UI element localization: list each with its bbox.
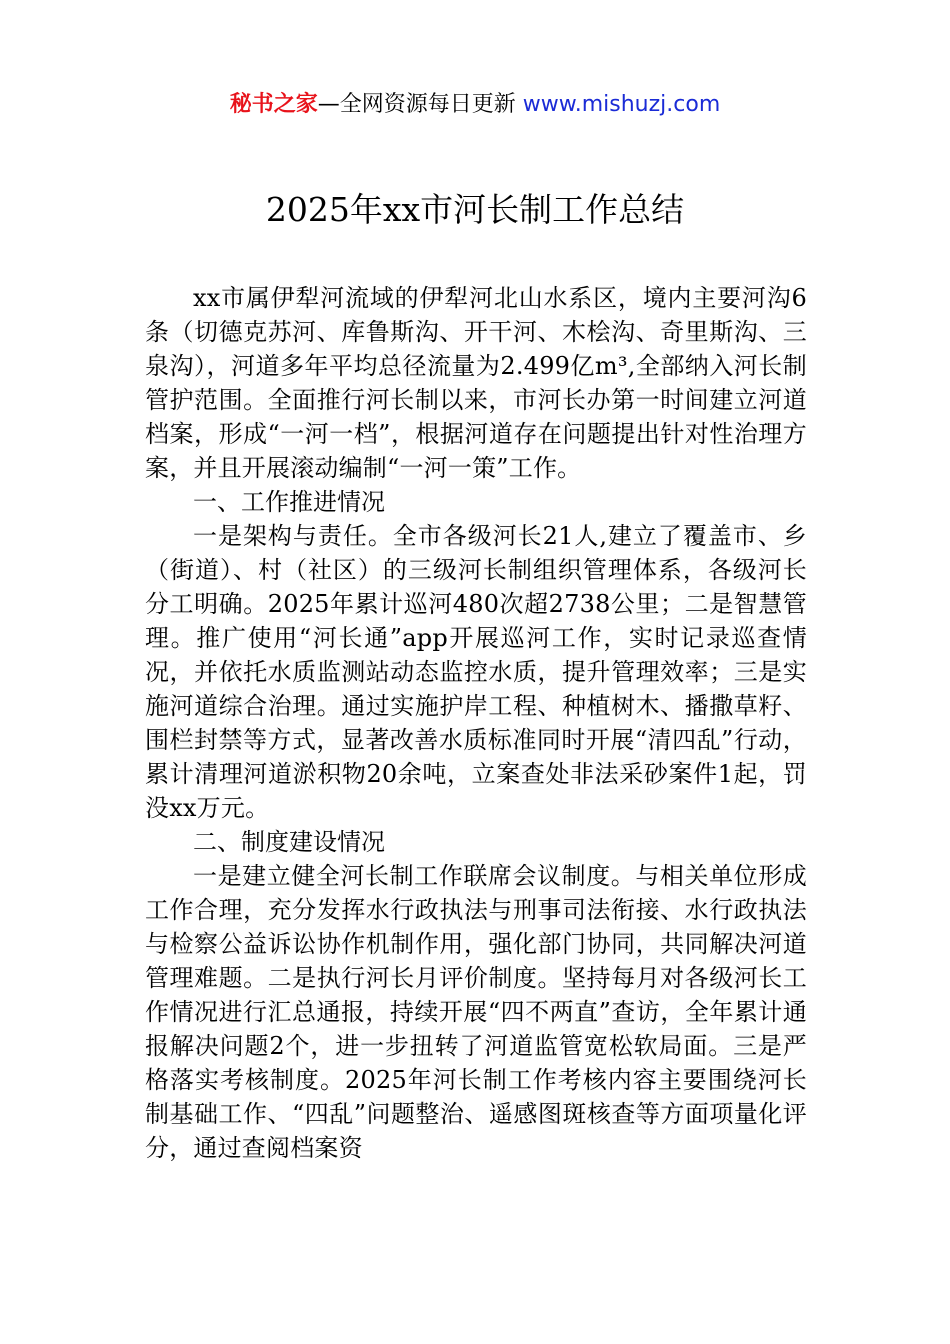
system-building-paragraph: 一是建立健全河长制工作联席会议制度。与相关单位形成工作合理，充分发挥水行政执法与刑事司法衔接、水行政执法与检察公益诉讼协作机制作用，强化部门协同，共同解决河道管理难题。二是执行河长月评价制度。坚持每月对各级河长工作情况进行汇总通报，持续开展“四不两直”查访，全年累计通报解决问题2个，进一步扭转了河道监管宽松软局面。三是严格落实考核制度。2025年河长制工作考核内容主要围绕河长制基础工作、“四乱”问题整治、遥感图斑核查等方面项量化评分，通过查阅档案资 bbox=[145, 862, 807, 1162]
section-heading-work-progress: 一、工作推进情况 bbox=[193, 488, 385, 516]
site-name: 秘书之家 bbox=[229, 92, 318, 117]
site-slogan: —全网资源每日更新 bbox=[317, 92, 516, 117]
section-heading-system-building: 二、制度建设情况 bbox=[193, 828, 385, 856]
work-progress-paragraph: 一是架构与责任。全市各级河长21人,建立了覆盖市、乡（街道）、村（社区）的三级河长制组织管理体系，各级河长分工明确。2025年累计巡河480次超2738公里；二是智慧管理。推广使用“河长通”app开展巡河工作，实时记录巡查情况，并依托水质监测站动态监控水质，提升管理效率；三是实施河道综合治理。通过实施护岸工程、种植树木、播撒草籽、围栏封禁等方式，显著改善水质标准同时开展“清四乱”行动，累计清理河道淤积物20余吨，立案查处非法采砂案件1起，罚没xx万元。 bbox=[145, 522, 807, 822]
intro-paragraph: xx市属伊犁河流域的伊犁河北山水系区，境内主要河沟6条（切德克苏河、库鲁斯沟、开干河、木桧沟、奇里斯沟、三泉沟），河道多年平均总径流量为2.499亿m³,全部纳入河长制管护范围。全面推行河长制以来，市河长办第一时间建立河道档案，形成“一河一档”，根据河道存在问题提出针对性治理方案，并且开展滚动编制“一河一策”工作。 bbox=[145, 284, 807, 482]
document-body bbox=[145, 281, 807, 1165]
document-title: 2025年xx市河长制工作总结 bbox=[265, 190, 685, 229]
site-banner bbox=[0, 90, 950, 120]
site-url-link[interactable]: www.mishuzj.com bbox=[522, 92, 721, 117]
